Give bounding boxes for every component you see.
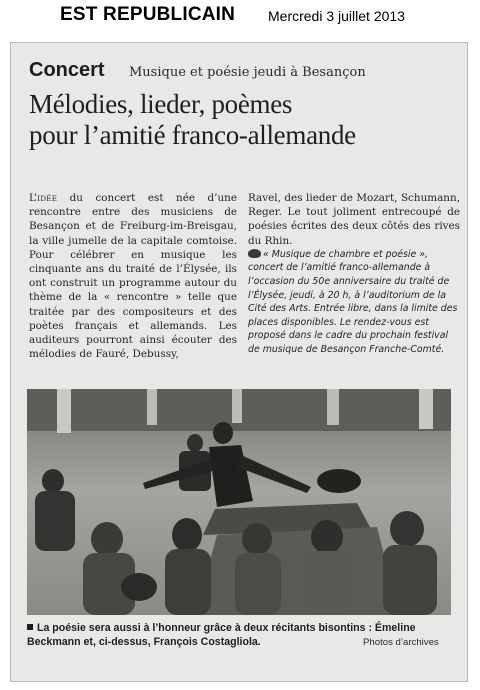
article-photo <box>27 389 451 615</box>
article-headline <box>29 89 356 151</box>
photo-audience <box>91 522 123 556</box>
photo-audience <box>172 518 202 552</box>
photo-audience <box>235 553 281 615</box>
photo-pillar <box>147 389 157 425</box>
photo-audience <box>383 545 437 615</box>
photo-audience <box>242 523 272 555</box>
body-paragraph-2: Ravel, des lieder de Mozart, Schumann, Reger. Le tout joliment entrecoupé de poésies écrites des deux côtés des rives du Rhin. <box>248 192 460 247</box>
photo-audience <box>42 469 64 493</box>
photo-person <box>187 434 203 452</box>
photo-pillar <box>57 389 71 433</box>
photo-audience <box>35 491 75 551</box>
section-rubric: Concert <box>29 59 105 81</box>
photo-pillar <box>232 389 242 423</box>
article-column-2 <box>248 191 460 357</box>
article-column-1 <box>29 191 237 361</box>
photo-audience <box>303 551 353 615</box>
body-text-1: du concert est née d’une rencontre entre des musiciens de Besançon et de Freiburg-im-Breisgau, la ville jumelle de la capitale comtoise. Pour célébrer en musique les cinquante ans du traité de l’Élysée, ils ont construit un programme autour du thème de la « rencontre » telle que traitée par des compositeurs et des poètes français et allemands. Les auditeurs pourront ainsi écouter des mélodies de Fauré, Debussy, <box>29 192 237 361</box>
photo-illustration <box>27 389 451 615</box>
event-info <box>248 248 460 357</box>
lead-word: L’idée <box>29 192 58 204</box>
masthead <box>0 2 480 28</box>
photo-audience <box>121 573 157 601</box>
music-note-icon <box>248 249 261 258</box>
photo-credit: Photos d’archives <box>363 637 439 648</box>
photo-rug <box>195 527 399 615</box>
publication-name: EST REPUBLICAIN <box>60 4 236 25</box>
newspaper-clipping <box>10 42 468 682</box>
photo-performer <box>213 422 233 444</box>
photo-pillar <box>327 389 339 425</box>
photo-audience <box>390 511 424 547</box>
publication-date: Mercredi 3 juillet 2013 <box>268 8 405 24</box>
photo-pillar <box>419 389 433 429</box>
photo-caption-text: La poésie sera aussi à l’honneur grâce à deux récitants bisontins : Émeline Beckmann et, ci-dessus, François Costagliola. <box>27 622 416 648</box>
photo-performer <box>209 445 253 507</box>
photo-audience <box>311 520 343 554</box>
headline-line-2: pour l’amitié franco-allemande <box>29 120 356 150</box>
event-info-text: « Musique de chambre et poésie », concert de l’amitié franco-allemande à l’occasion du 50e anniversaire du traité de l’Élysée, jeudi, à 20 h, à l’auditorium de la Cité des Arts. Entrée libre, dans la limite des places disponibles. Le rendez-vous est proposé dans le cadre du prochain festival de musique de Besançon Franche-Comté. <box>248 248 458 355</box>
caption-bullet-icon <box>27 624 33 630</box>
photo-bag <box>317 469 361 493</box>
article-kicker: Musique et poésie jeudi à Besançon <box>129 65 366 80</box>
body-paragraph-1 <box>29 191 237 361</box>
headline-line-1: Mélodies, lieder, poèmes <box>29 89 293 119</box>
photo-audience <box>165 549 211 615</box>
